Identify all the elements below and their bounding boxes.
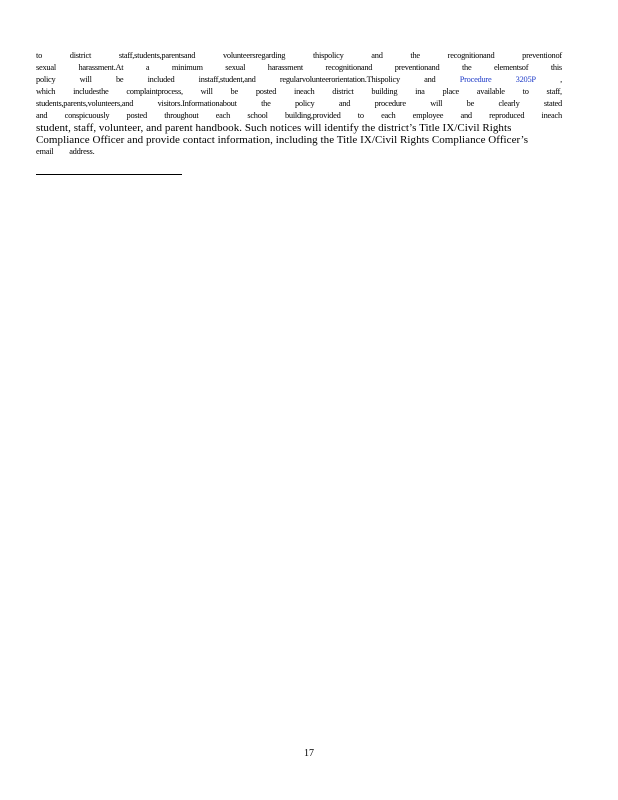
word: be bbox=[466, 99, 475, 108]
word: sexual bbox=[36, 63, 56, 72]
word: ineach bbox=[541, 111, 562, 120]
text-line-7: student, staff, volunteer, and parent handbook. Such notices will identify the district’s Title IX/Civil Rights bbox=[36, 122, 512, 134]
word: this bbox=[550, 63, 562, 72]
word: policy bbox=[294, 99, 315, 108]
word: and bbox=[460, 111, 472, 120]
text-line-6 bbox=[36, 110, 562, 122]
word: volunteersregarding bbox=[222, 51, 286, 60]
word: be bbox=[115, 75, 124, 84]
text-line-5 bbox=[36, 98, 562, 110]
word: be bbox=[230, 87, 238, 96]
word: to bbox=[522, 87, 529, 96]
word: instaff,student,and bbox=[198, 75, 256, 84]
word: , bbox=[560, 75, 562, 84]
word: a bbox=[145, 63, 150, 72]
word: students,parents,volunteers,and bbox=[36, 99, 134, 108]
procedure-3205p-link[interactable]: 3205P bbox=[515, 75, 536, 84]
word: minimum bbox=[171, 63, 203, 72]
word: to bbox=[36, 51, 43, 60]
word: includesthe bbox=[73, 87, 109, 96]
word: and bbox=[338, 99, 351, 108]
word: included bbox=[147, 75, 175, 84]
word: recognitionand bbox=[447, 51, 495, 60]
word: school bbox=[247, 111, 268, 120]
text-line-9 bbox=[36, 146, 562, 158]
word: building bbox=[371, 87, 398, 96]
word: sexual bbox=[225, 63, 246, 72]
word: will bbox=[79, 75, 92, 84]
word: elementsof bbox=[494, 63, 529, 72]
word: conspicuously bbox=[64, 111, 110, 120]
policy-text-block bbox=[36, 50, 562, 158]
text-line-2 bbox=[36, 62, 562, 74]
word: recognitionand bbox=[325, 63, 373, 72]
procedure-link-label[interactable]: Procedure bbox=[459, 75, 492, 84]
word: email bbox=[36, 147, 54, 156]
word: district bbox=[69, 51, 92, 60]
text-line-1 bbox=[36, 50, 562, 62]
word: the bbox=[261, 99, 271, 108]
word: the bbox=[461, 63, 472, 72]
text-line-4 bbox=[36, 86, 562, 98]
word: available bbox=[476, 87, 505, 96]
word: preventionof bbox=[522, 51, 562, 60]
word: place bbox=[442, 87, 459, 96]
word: thispolicy bbox=[312, 51, 344, 60]
word: ina bbox=[415, 87, 425, 96]
word: procedure bbox=[374, 99, 406, 108]
word: complaintprocess, bbox=[126, 87, 183, 96]
footnote-separator-rule bbox=[36, 174, 182, 175]
word: harassment bbox=[267, 63, 303, 72]
word: clearly bbox=[498, 99, 520, 108]
word: address. bbox=[69, 147, 95, 156]
word: preventionand bbox=[394, 63, 440, 72]
word: building,provided bbox=[284, 111, 341, 120]
text-line-3 bbox=[36, 74, 562, 86]
word: regularvolunteerorientation.Thispolicy bbox=[279, 75, 400, 84]
word: posted bbox=[126, 111, 147, 120]
word: and bbox=[36, 111, 48, 120]
word: reproduced bbox=[489, 111, 525, 120]
word: each bbox=[381, 111, 396, 120]
text-line-8: Compliance Officer and provide contact information, including the Title IX/Civil Rights Compliance Officer’s bbox=[36, 134, 529, 146]
word: employee bbox=[412, 111, 444, 120]
page-number: 17 bbox=[304, 748, 314, 759]
word: ineach bbox=[294, 87, 315, 96]
word: visitors.Informationabout bbox=[157, 99, 237, 108]
word: and bbox=[424, 75, 436, 84]
word: and bbox=[371, 51, 383, 60]
word: throughout bbox=[164, 111, 199, 120]
word: to bbox=[357, 111, 364, 120]
word: which bbox=[36, 87, 56, 96]
word: will bbox=[430, 99, 443, 108]
word: harassment.At bbox=[78, 63, 124, 72]
word: policy bbox=[36, 75, 56, 84]
word: will bbox=[200, 87, 213, 96]
word: posted bbox=[255, 87, 277, 96]
word: staff, bbox=[546, 87, 562, 96]
word: district bbox=[332, 87, 354, 96]
word: stated bbox=[543, 99, 562, 108]
word: the bbox=[410, 51, 420, 60]
word: each bbox=[215, 111, 231, 120]
word: staff,students,parentsand bbox=[118, 51, 196, 60]
